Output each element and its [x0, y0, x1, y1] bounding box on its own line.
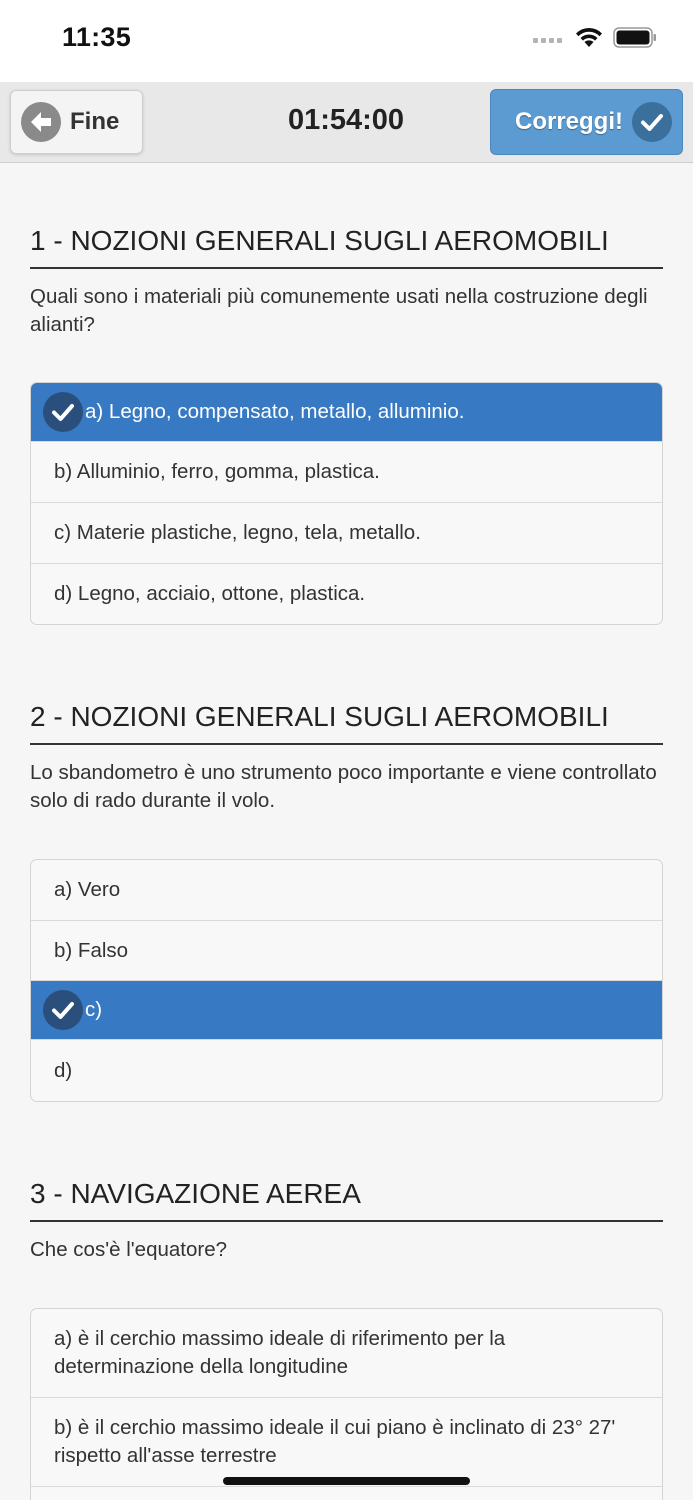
answer-list-3 [30, 1308, 663, 1500]
signal-icon [533, 38, 562, 43]
correggi-button[interactable] [490, 89, 683, 155]
checkmark-icon [632, 102, 672, 142]
fine-button[interactable] [10, 90, 143, 154]
arrow-left-icon [21, 102, 61, 142]
fine-button-label: Fine [70, 108, 120, 135]
question-text: Che cos'è l'equatore? [30, 1238, 228, 1261]
question-title: 2 - NOZIONI GENERALI SUGLI AEROMOBILI [30, 701, 663, 745]
checkmark-icon [43, 392, 83, 432]
question-title: 3 - NAVIGAZIONE AEREA [30, 1178, 663, 1222]
question-3 [30, 1178, 663, 1264]
question-2 [30, 701, 663, 815]
battery-icon [613, 27, 657, 48]
answer-label: b) Falso [54, 938, 129, 962]
status-bar [0, 0, 693, 82]
answer-list-1 [30, 382, 663, 625]
checkmark-icon [43, 990, 83, 1030]
answer-label: a) Vero [54, 878, 121, 901]
question-text: Quali sono i materiali più comunemente usati nella costruzione degli alianti? [30, 285, 648, 336]
answer-label: c) Materie plastiche, legno, tela, metallo. [54, 521, 421, 544]
answer-option[interactable] [31, 383, 662, 442]
answer-option[interactable] [31, 442, 662, 503]
answer-option[interactable] [31, 981, 662, 1040]
correggi-button-label: Correggi! [515, 108, 623, 135]
answer-option[interactable] [31, 1040, 662, 1101]
answer-list-2 [30, 859, 663, 1102]
toolbar [0, 82, 693, 163]
status-time: 11:35 [62, 22, 132, 52]
answer-label: b) è il cerchio massimo ideale il cui piano è inclinato di 23° 27' rispetto all'asse terrestre [54, 1416, 616, 1467]
home-indicator[interactable] [223, 1477, 470, 1485]
answer-label: b) Alluminio, ferro, gomma, plastica. [54, 460, 380, 483]
answer-option[interactable] [31, 1309, 662, 1398]
answer-label: d) [54, 1058, 73, 1082]
answer-option[interactable] [31, 564, 662, 624]
answer-option[interactable] [31, 860, 662, 921]
answer-option[interactable] [31, 921, 662, 981]
question-title: 1 - NOZIONI GENERALI SUGLI AEROMOBILI [30, 225, 663, 269]
answer-label: a) Legno, compensato, metallo, alluminio. [85, 400, 465, 423]
timer: 01:54:00 [287, 104, 405, 136]
wifi-icon [574, 25, 604, 49]
answer-option[interactable] [31, 1398, 662, 1487]
answer-label: a) è il cerchio massimo ideale di riferimento per la determinazione della longitudine [54, 1327, 506, 1378]
answer-option[interactable] [31, 503, 662, 564]
question-1 [30, 225, 663, 339]
answer-label: c) [85, 998, 103, 1021]
question-text: Lo sbandometro è uno strumento poco importante e viene controllato solo di rado durante il volo. [30, 761, 657, 812]
answer-label: d) Legno, acciaio, ottone, plastica. [54, 582, 366, 605]
